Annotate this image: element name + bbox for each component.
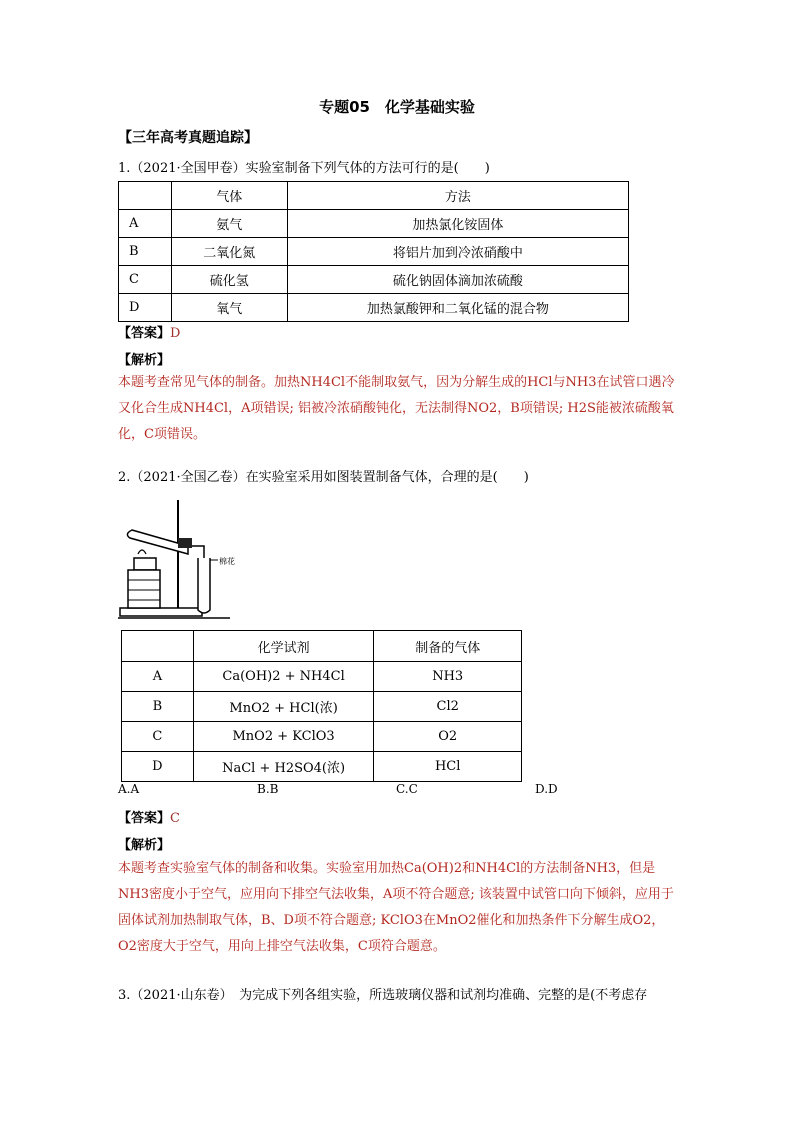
- option-d: D.D: [535, 782, 558, 796]
- q2-analysis: 本题考查实验室气体的制备和收集。实验室用加热Ca(OH)2和NH4Cl的方法制备NH3，但是NH3密度小于空气，应用向下排空气法收集，A项不符合题意; 该装置中试管口向下倾斜，应用于固体试剂加热制取气体，B、D项不符合题意; KClO3在MnO2催化和加热条件下分解生成O2，O2密度大于空气，用向上排空气法收集，C项符合题意。: [118, 861, 674, 954]
- table-cell: 氧气: [171, 294, 287, 322]
- table-header: [122, 631, 194, 662]
- table-cell: D: [122, 752, 194, 782]
- table-cell: B: [122, 692, 194, 722]
- table-cell: 加热氯酸钾和二氧化锰的混合物: [287, 294, 628, 322]
- table-cell: 将铝片加到冷浓硝酸中: [287, 238, 628, 266]
- flame: [138, 550, 146, 554]
- table-header-row: [122, 631, 522, 662]
- table-cell: A: [122, 662, 194, 692]
- table-cell: C: [122, 722, 194, 752]
- table-row: [122, 752, 522, 782]
- table-row: [122, 722, 522, 752]
- option-a: A.A: [118, 782, 140, 796]
- q1-analysis-label: 【解析】: [118, 353, 171, 368]
- table-cell: 硫化氢: [171, 266, 287, 294]
- option-c: C.C: [396, 782, 418, 796]
- q1-analysis: 本题考查常见气体的制备。加热NH4Cl不能制取氨气，因为分解生成的HCl与NH3在试管口遇冷又化合生成NH4Cl，A项错误; 铝被冷浓硝酸钝化，无法制得NO2，B项错误; H2S能被浓硫酸氧化，C项错误。: [118, 375, 675, 442]
- clamp: [178, 538, 192, 548]
- table-cell: Cl2: [374, 692, 522, 722]
- table-header: 气体: [171, 182, 287, 210]
- table-row: [122, 662, 522, 692]
- page-title: 专题05 化学基础实验: [319, 98, 475, 116]
- section-heading: 【三年高考真题追踪】: [118, 130, 258, 146]
- lamp-body: [128, 570, 160, 608]
- table-cell: Ca(OH)2 + NH4Cl: [193, 662, 374, 692]
- q1-table: [118, 181, 629, 322]
- table-row: [119, 266, 629, 294]
- apparatus-figure: [118, 494, 238, 620]
- table-header: [119, 182, 172, 210]
- collection-tube: [198, 558, 210, 613]
- answer-label: 【答案】: [118, 326, 171, 341]
- table-cell: NH3: [374, 662, 522, 692]
- table-row: [119, 238, 629, 266]
- lamp-top: [134, 558, 156, 570]
- cotton-label: 棉花: [219, 557, 235, 566]
- table-header: 方法: [287, 182, 628, 210]
- table-row: [119, 294, 629, 322]
- table-cell: O2: [374, 722, 522, 752]
- table-cell: C: [119, 266, 172, 294]
- table-cell: 加热氯化铵固体: [287, 210, 628, 238]
- table-cell: B: [119, 238, 172, 266]
- table-cell: 二氧化氮: [171, 238, 287, 266]
- answer-value: D: [170, 326, 181, 341]
- question-2: 2.（2021·全国乙卷）在实验室采用如图装置制备气体，合理的是( ): [118, 470, 529, 485]
- answer-label: 【答案】: [118, 811, 171, 826]
- table-cell: MnO2 + KClO3: [193, 722, 374, 752]
- table-header-row: [119, 182, 629, 210]
- table-cell: D: [119, 294, 172, 322]
- stand-base: [120, 608, 202, 616]
- table-cell: HCl: [374, 752, 522, 782]
- table-row: [122, 692, 522, 722]
- table-header: 制备的气体: [374, 631, 522, 662]
- question-1: 1.（2021·全国甲卷）实验室制备下列气体的方法可行的是( ): [118, 161, 490, 176]
- table-cell: A: [119, 210, 172, 238]
- answer-value: C: [170, 811, 180, 826]
- table-cell: NaCl + H2SO4(浓): [193, 752, 374, 782]
- q2-answer: [118, 807, 180, 826]
- q1-answer: [118, 322, 180, 341]
- q2-table: [121, 630, 522, 782]
- table-cell: MnO2 + HCl(浓): [193, 692, 374, 722]
- table-cell: 硫化钠固体滴加浓硫酸: [287, 266, 628, 294]
- question-3: 3.（2021·山东卷） 为完成下列各组实验，所选玻璃仪器和试剂均准确、完整的是(不考虑存: [118, 988, 648, 1003]
- option-b: B.B: [257, 782, 279, 796]
- table-header: 化学试剂: [193, 631, 374, 662]
- q2-analysis-label: 【解析】: [118, 838, 171, 853]
- table-cell: 氨气: [171, 210, 287, 238]
- table-row: [119, 210, 629, 238]
